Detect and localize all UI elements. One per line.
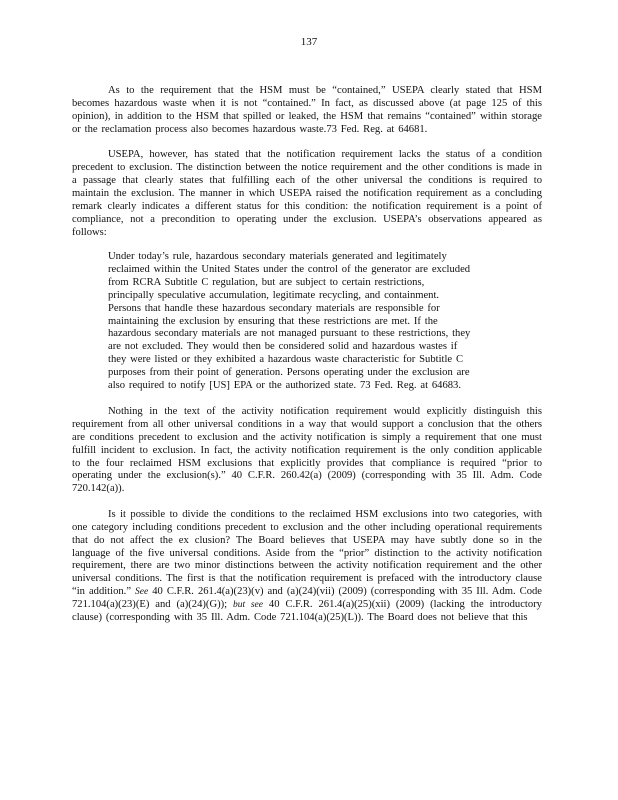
paragraph-containment: As to the requirement that the HSM must be “contained,” USEPA clearly stated that HSM becomes hazardous waste when it is not “contained.” In fact, as discussed above (at page 125 of this opinion), in addition to the HSM that spilled or leaked, the HSM that remains “contained” within storage or the reclamation process also becomes hazardous waste.73 Fed. Reg. at 64681.	[72, 85, 542, 135]
citation-signal-see: See	[135, 587, 149, 598]
paragraph-text: 40 C.F.R. 261.4(a)(23)(v) and (a)(24)(vii) (2009) (corresponding with 35 Ill. Adm. Code 721.104(a)(23)(E) and (a)(24)(G));	[72, 586, 542, 611]
page-body	[72, 85, 542, 637]
paragraph-text: Is it possible to divide the conditions to the reclaimed HSM exclusions into two categories, with one category including conditions precedent to exclusion and the other including operational requirements that do not affect the ex clusion? The Board believes that USEPA may have subtly done so in the language of the five universal conditions. Aside from the “prior” distinction to the activity notification requirement, there are two minor distinctions between the activity notification requirement and the other universal conditions. The first is that the notification requirement is prefaced with the introductory clause “in addition.”	[72, 508, 542, 598]
page-number: 137	[300, 36, 318, 48]
paragraph-conditions-categories	[72, 509, 542, 625]
paragraph-text: 40 C.F.R. 261.4(a)(25)(xii) (2009) (lacking the introductory clause) (corresponding with 35 Ill. Adm. Code 721.104(a)(25)(L)). The Board does not believe that this	[72, 599, 542, 624]
citation-signal-but-see: but see	[233, 600, 263, 611]
paragraph-activity-notification: Nothing in the text of the activity notification requirement would explicitly distinguish this requirement from all other universal conditions in a way that would support a conclusion that the others are conditions precedent to exclusion and the activity notification is simply a requirement that one must fulfill incident to exclusion. In fact, the activity notification requirement is the only condition applicable to the four reclaimed HSM exclusions that explicitly provides that compliance is required “prior to operating under the exclusion(s).” 40 C.F.R. 260.42(a) (2009) (corresponding with 35 Ill. Adm. Code 720.142(a)).	[72, 405, 542, 495]
paragraph-notification-status: USEPA, however, has stated that the notification requirement lacks the status of a condition precedent to exclusion. The distinction between the notice requirement and the other conditions is made in a passage that clearly states that fulfilling each of the other universal the conditions is required to maintain the exclusion. The manner in which USEPA raised the notification requirement as a concluding remark clearly indicates a different status for this condition: the notification requirement is a point of compliance, not a precondition to operating under the exclusion. USEPA’s observations appeared as follows:	[72, 149, 542, 238]
block-quote-usepa: Under today’s rule, hazardous secondary materials generated and legitimately reclaimed within the United States under the control of the generator are excluded from RCRA Subtitle C regulation, but are subject to certain restrictions, principally speculative accumulation, legitimate recycling, and containment. Persons that handle these hazardous secondary materials are responsible for maintaining the exclusion by ensuring that these restrictions are met. If the hazardous secondary materials are not managed pursuant to these restrictions, they are not excluded. They would then be considered solid and hazardous wastes if they were listed or they exhibited a hazardous waste characteristic for Subtitle C purposes from their point of generation. Persons operating under the exclusion are also required to notify [US] EPA or the authorized state. 73 Fed. Reg. at 64683.	[108, 250, 471, 392]
